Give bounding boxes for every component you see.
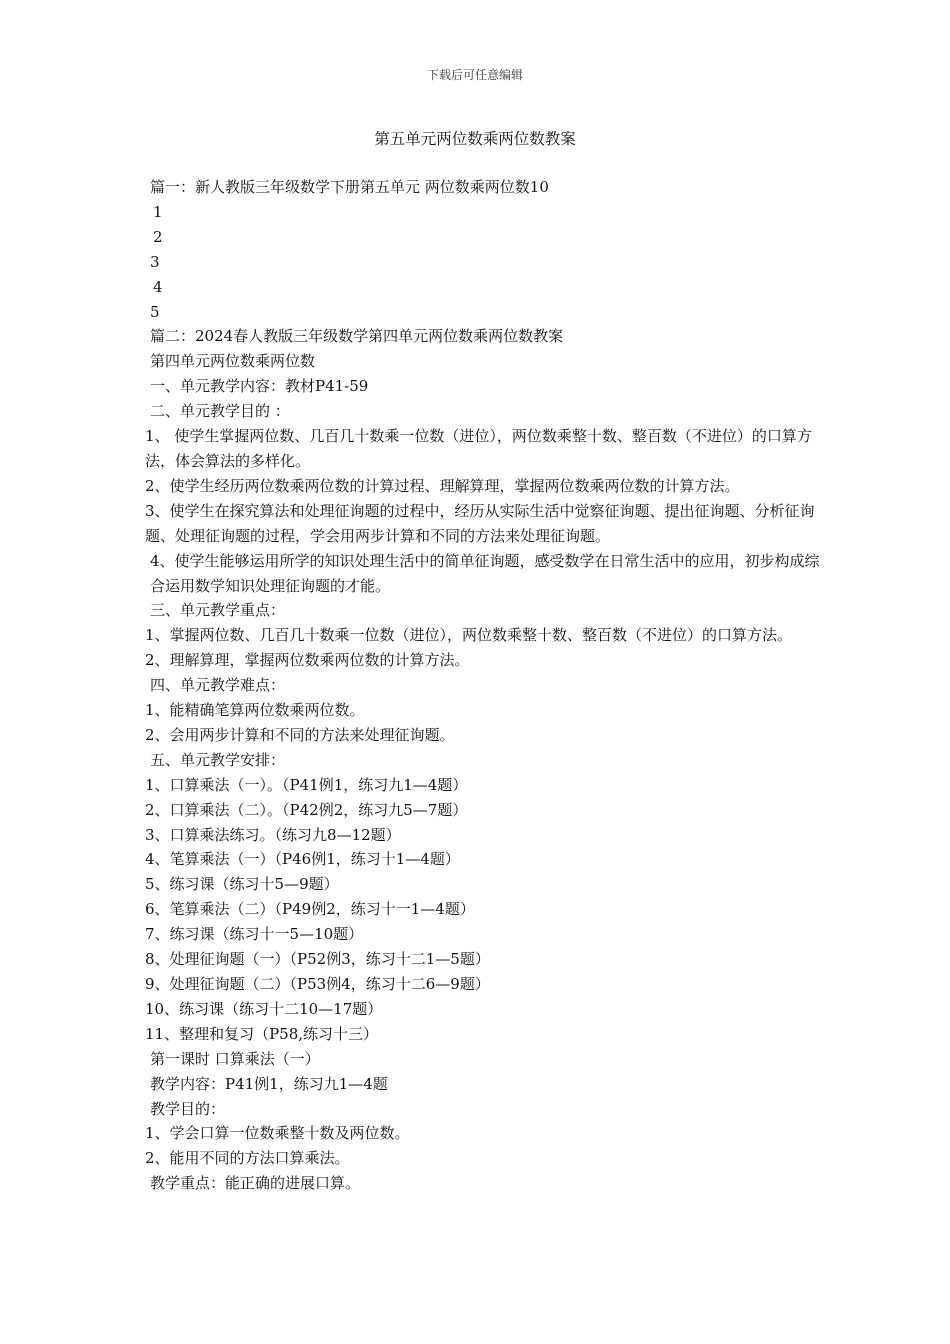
text-line: 二、单元教学目的 ：	[150, 402, 290, 421]
text-line: 3、口算乘法练习。（练习九8—12题）	[145, 825, 401, 844]
text-line: 教学重点：能正确的进展口算。	[150, 1174, 361, 1193]
text-line: 五、单元教学安排：	[150, 750, 286, 769]
text-line: 篇二：2024春人教版三年级数学第四单元两位数乘两位数教案	[150, 327, 564, 346]
text-line: 2	[153, 227, 163, 246]
text-line: 2、口算乘法（二）。（P42例2，练习九5—7题）	[145, 800, 468, 819]
document-body	[145, 175, 825, 1196]
text-line: 2、理解算理，掌握两位数乘两位数的计算方法。	[145, 651, 470, 670]
text-line: 10、练习课（练习十二10—17题）	[145, 999, 383, 1018]
text-line: 1、口算乘法（一）。（P41例1，练习九1—4题）	[145, 775, 468, 794]
text-line: 8、处理征询题（一）（P52例3，练习十二1—5题）	[145, 950, 490, 969]
text-line: 4、使学生能够运用所学的知识处理生活中的简单征询题，感受数学在日常生活中的应用，初步构成综合运用数学知识处理征询题的才能。	[150, 551, 820, 595]
text-line: 4、笔算乘法（一）（P46例1，练习十1—4题）	[145, 850, 460, 869]
text-line: 三、单元教学重点：	[150, 601, 286, 620]
text-line: 第四单元两位数乘两位数	[150, 352, 316, 371]
text-line: 2、会用两步计算和不同的方法来处理征询题。	[145, 725, 455, 744]
text-line: 9、处理征询题（二）（P53例4，练习十二6—9题）	[145, 975, 490, 993]
text-line: 1、能精确笔算两位数乘两位数。	[145, 701, 365, 720]
text-line: 教学内容：P41例1，练习九1—4题	[150, 1074, 388, 1093]
text-line: 四、单元教学难点：	[150, 676, 286, 695]
text-line: 第一课时 口算乘法（一）	[150, 1049, 320, 1068]
page-header-note: 下载后可任意编辑	[426, 68, 523, 82]
text-line: 4	[153, 277, 163, 296]
text-line: 1、 使学生掌握两位数、几百几十数乘一位数（进位），两位数乘整十数、整百数（不进位）的口算方法，体会算法的多样化。	[145, 427, 812, 470]
text-line: 3、使学生在探究算法和处理征询题的过程中，经历从实际生活中觉察征询题、提出征询题、分析征询题、处理征询题的过程，学会用两步计算和不同的方法来处理征询题。	[145, 501, 815, 545]
text-line: 一、单元教学内容：教材P41-59	[150, 377, 369, 396]
text-line: 11、整理和复习（P58,练习十三）	[145, 1024, 379, 1043]
text-line: 7、练习课（练习十一5—10题）	[145, 925, 364, 944]
text-line: 6、笔算乘法（二）（P49例2，练习十一1—4题）	[145, 900, 475, 919]
text-line: 1、学会口算一位数乘整十数及两位数。	[145, 1124, 410, 1143]
text-line: 5	[150, 302, 160, 321]
text-line: 篇一：新人教版三年级数学下册第五单元 两位数乘两位数10	[150, 178, 549, 196]
text-line: 2、能用不同的方法口算乘法。	[145, 1149, 350, 1168]
text-line: 5、练习课（练习十5—9题）	[145, 875, 339, 894]
text-line: 1	[153, 202, 163, 221]
text-line: 2、使学生经历两位数乘两位数的计算过程、理解算理，掌握两位数乘两位数的计算方法。	[145, 476, 740, 495]
text-line: 1、掌握两位数、几百几十数乘一位数（进位），两位数乘整十数、整百数（不进位）的口算方法。	[145, 626, 793, 645]
text-line: 教学目的：	[150, 1099, 226, 1118]
text-line: 3	[150, 252, 160, 271]
document-title: 第五单元两位数乘两位数教案	[374, 130, 576, 148]
